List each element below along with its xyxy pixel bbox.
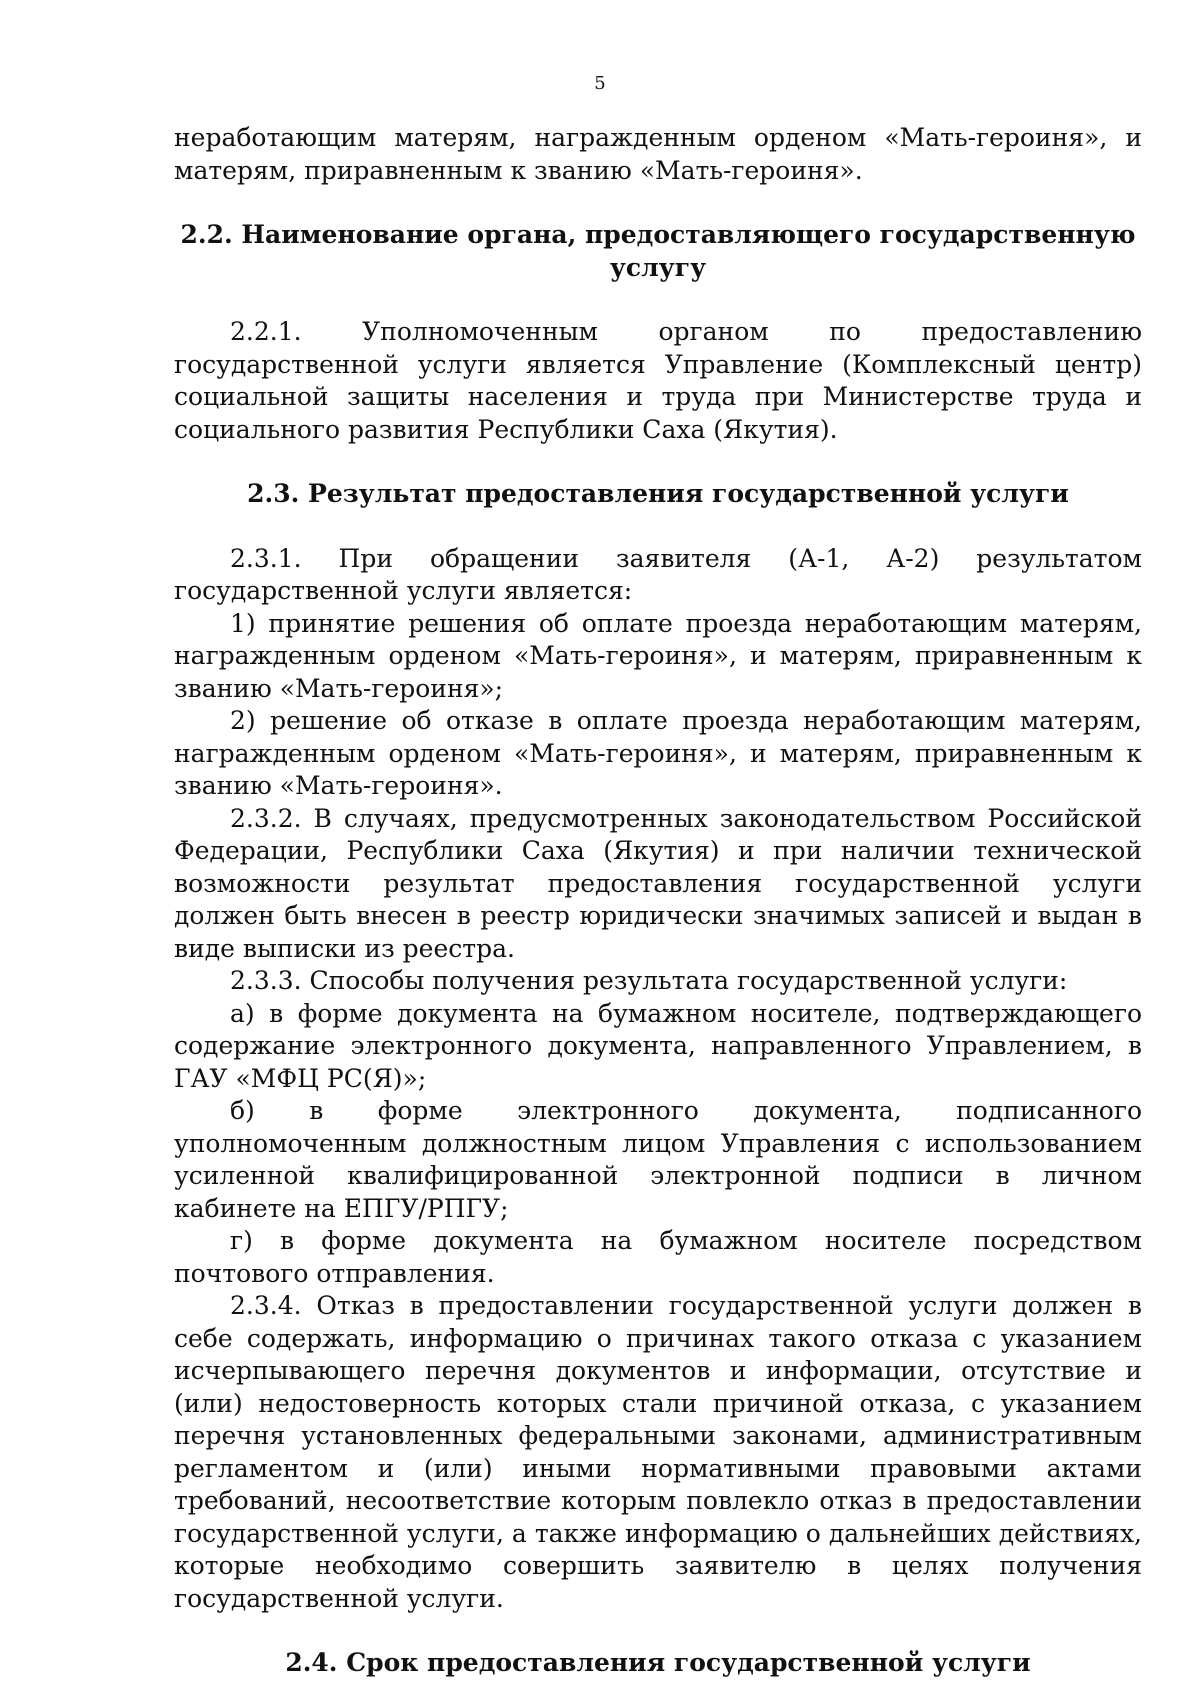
list-item-b: б) в форме электронного документа, подписанного уполномоченным должностным лицом Управления с использованием усиленной квалифицированной электронной подписи в личном кабинете на ЕПГУ/РПГУ; bbox=[174, 1096, 1142, 1223]
section-2-4-heading: 2.4. Срок предоставления государственной услуги bbox=[285, 1648, 1031, 1677]
intro-paragraph: неработающим матерям, награжденным орденом «Мать-героиня», и матерям, приравненным к званию «Мать-героиня». bbox=[174, 123, 1142, 185]
paragraph-2-3-1: 2.3.1. При обращении заявителя (А-1, А-2) результатом государственной услуги является: bbox=[174, 543, 1142, 605]
paragraph-2-3-3: 2.3.3. Способы получения результата государственной услуги: bbox=[230, 966, 1068, 995]
document-body bbox=[174, 122, 1142, 1680]
paragraph-2-2-1: 2.2.1. Уполномоченным органом по предоставлению государственной услуги является Управление (Комплексный центр) социальной защиты населения и труда при Министерстве труда и социального развития Республики Саха (Якутия). bbox=[174, 317, 1142, 444]
section-2-2-heading: 2.2. Наименование органа, предоставляющего государственную услугу bbox=[180, 220, 1136, 282]
paragraph-2-3-2: 2.3.2. В случаях, предусмотренных законодательством Российской Федерации, Республики Саха (Якутия) и при наличии технической возможности результат предоставления государственной услуги должен быть внесен в реестр юридически значимых записей и выдан в виде выписки из реестра. bbox=[174, 803, 1142, 963]
list-item-g: г) в форме документа на бумажном носителе посредством почтового отправления. bbox=[174, 1226, 1142, 1288]
list-item-1: 1) принятие решения об оплате проезда неработающим матерям, награжденным орденом «Мать-героиня», и матерям, приравненным к званию «Мать-героиня»; bbox=[174, 608, 1142, 703]
page-number: 5 bbox=[594, 73, 606, 94]
list-item-2: 2) решение об отказе в оплате проезда неработающим матерям, награжденным орденом «Мать-героиня», и матерям, приравненным к званию «Мать-героиня». bbox=[174, 706, 1142, 800]
list-item-a: а) в форме документа на бумажном носителе, подтверждающего содержание электронного документа, направленного Управлением, в ГАУ «МФЦ РС(Я)»; bbox=[174, 998, 1142, 1093]
paragraph-2-3-4: 2.3.4. Отказ в предоставлении государственной услуги должен в себе содержать, информацию о причинах такого отказа с указанием исчерпывающего перечня документов и информации, отсутствие и (или) недостоверность которых стали причиной отказа, с указанием перечня установленных федеральными законами, административным регламентом и (или) иными нормативными правовыми актами требований, несоответствие которым повлекло отказ в предоставлении государственной услуги, а также информацию о дальнейших действиях, которые необходимо совершить заявителю в целях получения государственной услуги. bbox=[174, 1291, 1142, 1613]
section-2-3-heading: 2.3. Результат предоставления государственной услуги bbox=[247, 479, 1069, 508]
